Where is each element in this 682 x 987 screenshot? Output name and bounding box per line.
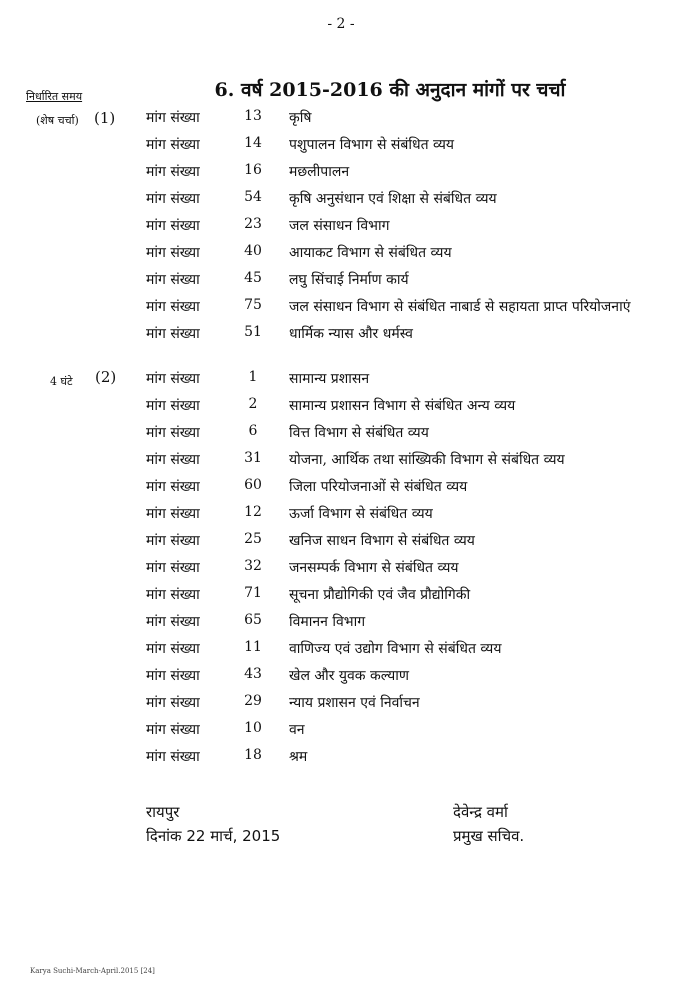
demand-row xyxy=(0,450,682,476)
demand-row xyxy=(0,639,682,665)
demand-label: मांग संख्या xyxy=(146,506,200,522)
demand-label: मांग संख्या xyxy=(146,326,200,342)
demand-description: पशुपालन विभाग से संबंधित व्यय xyxy=(289,137,455,153)
footer-ref: Karya Suchi-March-April.2015 [24] xyxy=(30,967,155,975)
demand-label: मांग संख्या xyxy=(146,614,200,630)
demand-number: 13 xyxy=(244,108,262,124)
demand-label: मांग संख्या xyxy=(146,272,200,288)
demand-label: मांग संख्या xyxy=(146,722,200,738)
demand-number: 12 xyxy=(244,504,262,520)
group-1-number: (1) xyxy=(94,109,116,127)
demand-description: जल संसाधन विभाग xyxy=(289,218,390,234)
demand-row xyxy=(0,612,682,638)
demand-number: 10 xyxy=(244,720,262,736)
demand-description: लघु सिंचाई निर्माण कार्य xyxy=(289,272,409,288)
demand-row xyxy=(0,324,682,350)
demand-row xyxy=(0,297,682,323)
demand-label: मांग संख्या xyxy=(146,587,200,603)
demand-number: 14 xyxy=(244,135,262,151)
demand-number: 43 xyxy=(244,666,262,682)
demand-label: मांग संख्या xyxy=(146,191,200,207)
demand-row xyxy=(0,162,682,188)
demand-label: मांग संख्या xyxy=(146,110,200,126)
group-1-note: (शेष चर्चा) xyxy=(36,114,79,127)
demand-description: कृषि xyxy=(289,110,312,126)
demand-number: 71 xyxy=(244,585,262,601)
demand-label: मांग संख्या xyxy=(146,479,200,495)
demand-description: धार्मिक न्यास और धर्मस्व xyxy=(289,326,413,342)
demand-row xyxy=(0,720,682,746)
demand-number: 32 xyxy=(244,558,262,574)
date: दिनांक 22 मार्च, 2015 xyxy=(146,827,281,845)
demand-number: 40 xyxy=(244,243,262,259)
demand-row xyxy=(0,504,682,530)
demand-label: मांग संख्या xyxy=(146,398,200,414)
signatory-name: देवेन्द्र वर्मा xyxy=(453,803,508,821)
agenda-heading: 6. वर्ष 2015-2016 की अनुदान मांगों पर चर्चा xyxy=(214,79,566,101)
demand-description: सूचना प्रौद्योगिकी एवं जैव प्रौद्योगिकी xyxy=(289,587,471,603)
demand-row xyxy=(0,369,682,395)
demand-description: जनसम्पर्क विभाग से संबंधित व्यय xyxy=(289,560,459,576)
demand-number: 60 xyxy=(244,477,262,493)
demand-description: खेल और युवक कल्याण xyxy=(289,668,410,684)
demand-row xyxy=(0,666,682,692)
demand-label: मांग संख्या xyxy=(146,425,200,441)
demand-label: मांग संख्या xyxy=(146,371,200,387)
demand-label: मांग संख्या xyxy=(146,695,200,711)
demand-row xyxy=(0,189,682,215)
demand-row xyxy=(0,531,682,557)
demand-number: 6 xyxy=(248,423,258,439)
demand-number: 16 xyxy=(244,162,262,178)
group-2-note: 4 घंटे xyxy=(50,375,73,388)
demand-number: 1 xyxy=(248,369,258,385)
demand-row xyxy=(0,108,682,134)
demand-row xyxy=(0,396,682,422)
demand-description: न्याय प्रशासन एवं निर्वाचन xyxy=(289,695,420,711)
demand-description: वन xyxy=(289,722,305,738)
demand-description: खनिज साधन विभाग से संबंधित व्यय xyxy=(289,533,475,549)
demand-number: 75 xyxy=(244,297,262,313)
demand-description: मछलीपालन xyxy=(289,164,350,180)
demand-number: 65 xyxy=(244,612,262,628)
demand-number: 18 xyxy=(244,747,262,763)
demand-number: 54 xyxy=(244,189,262,205)
demand-label: मांग संख्या xyxy=(146,452,200,468)
demand-description: ऊर्जा विभाग से संबंधित व्यय xyxy=(289,506,433,522)
group-2-number: (2) xyxy=(95,368,117,386)
demand-description: सामान्य प्रशासन xyxy=(289,371,370,387)
demand-label: मांग संख्या xyxy=(146,641,200,657)
demand-label: मांग संख्या xyxy=(146,668,200,684)
demand-description: योजना, आर्थिक तथा सांख्यिकी विभाग से संबंधित व्यय xyxy=(289,452,565,468)
demand-description: वित्त विभाग से संबंधित व्यय xyxy=(289,425,429,441)
demand-description: कृषि अनुसंधान एवं शिक्षा से संबंधित व्यय xyxy=(289,191,497,207)
demand-description: जिला परियोजनाओं से संबंधित व्यय xyxy=(289,479,468,495)
place: रायपुर xyxy=(146,803,180,821)
demand-description: वाणिज्य एवं उद्योग विभाग से संबंधित व्यय xyxy=(289,641,502,657)
demand-row xyxy=(0,558,682,584)
demand-row xyxy=(0,747,682,773)
signatory-title: प्रमुख सचिव. xyxy=(453,827,525,845)
demand-number: 29 xyxy=(244,693,262,709)
demand-row xyxy=(0,135,682,161)
demand-row xyxy=(0,216,682,242)
demand-description: सामान्य प्रशासन विभाग से संबंधित अन्य व्यय xyxy=(289,398,516,414)
demand-label: मांग संख्या xyxy=(146,533,200,549)
page-number: - 2 - xyxy=(327,16,355,32)
demand-number: 25 xyxy=(244,531,262,547)
demand-label: मांग संख्या xyxy=(146,560,200,576)
demand-number: 45 xyxy=(244,270,262,286)
demand-label: मांग संख्या xyxy=(146,245,200,261)
demand-number: 51 xyxy=(244,324,262,340)
demand-row xyxy=(0,477,682,503)
demand-row xyxy=(0,243,682,269)
demand-description: विमानन विभाग xyxy=(289,614,366,630)
demand-description: श्रम xyxy=(289,749,308,765)
demand-description: जल संसाधन विभाग से संबंधित नाबार्ड से सहायता प्राप्त परियोजनाएं xyxy=(289,299,631,315)
demand-label: मांग संख्या xyxy=(146,749,200,765)
demand-row xyxy=(0,423,682,449)
demand-label: मांग संख्या xyxy=(146,299,200,315)
demand-label: मांग संख्या xyxy=(146,137,200,153)
demand-description: आयाकट विभाग से संबंधित व्यय xyxy=(289,245,452,261)
demand-number: 11 xyxy=(244,639,262,655)
demand-label: मांग संख्या xyxy=(146,218,200,234)
demand-number: 2 xyxy=(248,396,258,412)
allotted-time-label: निर्धारित समय xyxy=(26,90,83,103)
demand-label: मांग संख्या xyxy=(146,164,200,180)
demand-number: 23 xyxy=(244,216,262,232)
demand-row xyxy=(0,270,682,296)
demand-row xyxy=(0,693,682,719)
demand-number: 31 xyxy=(244,450,262,466)
demand-row xyxy=(0,585,682,611)
